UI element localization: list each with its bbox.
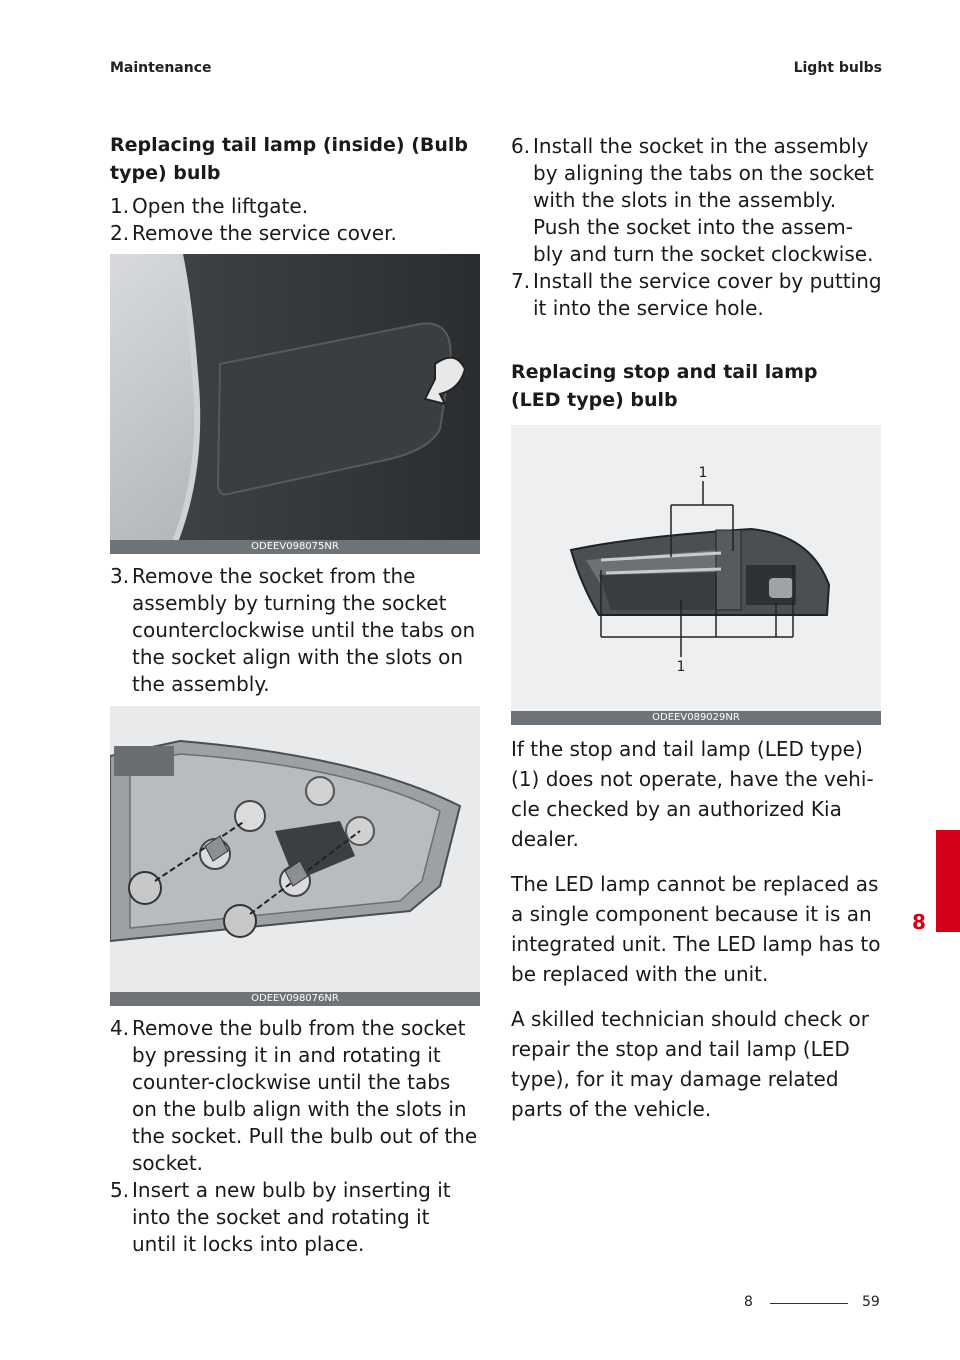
step-number: 3. [110,564,130,588]
step-item [511,268,883,322]
step-number: 4. [110,1016,130,1040]
step-item [511,133,883,268]
step-item [110,193,480,220]
paragraph: The LED lamp cannot be replaced as a single component because it is an integrated unit. The LED lamp has to be replaced with the unit. [511,872,881,986]
figure-led-tail-lamp [511,425,881,725]
section-heading-inside-bulb: Replacing tail lamp (inside) (Bulb type) bulb [110,134,468,184]
footer-page-number: 59 [862,1294,880,1310]
step-text: Remove the socket from the assembly by turning the socket counterclockwise until the tabs on the socket align with the slots on the assembly. [132,564,476,696]
steps-list-b [110,563,480,698]
figure-caption: ODEEV098075NR [110,540,480,554]
running-header-topic: Light bulbs [793,60,882,76]
steps-list-right [511,133,883,322]
service-cover-illustration [110,254,480,554]
step-item [110,220,480,247]
figure-service-cover [110,254,480,554]
step-number: 7. [511,269,531,293]
section-heading-led: Replacing stop and tail lamp (LED type) bulb [511,361,818,411]
step-text: Open the liftgate. [132,194,309,218]
running-header-section: Maintenance [110,60,212,76]
step-item [110,1177,480,1258]
led-tail-lamp-illustration [511,425,881,725]
figure-caption: ODEEV089029NR [511,711,881,725]
steps-list-c [110,1015,480,1258]
step-text: Remove the bulb from the socket by pressing it in and rotating it counter-clockwise until the tabs on the bulb align with the slots in the socket. Pull the bulb out of the socket. [132,1016,478,1175]
figure-lamp-assembly-sockets [110,706,480,1006]
lamp-assembly-illustration [110,706,480,1006]
chapter-tab-number: 8 [912,910,926,934]
steps-list-a [110,193,480,247]
step-text: Insert a new bulb by inserting it into the socket and rotating it until it locks into place. [132,1178,451,1256]
footer-divider [770,1303,848,1304]
figure-caption: ODEEV098076NR [110,992,480,1006]
step-number: 1. [110,194,130,218]
step-text: Install the socket in the assembly by aligning the tabs on the socket with the slots in the assembly. Push the socket into the assem-bly and turn the socket clockwise. [533,134,874,266]
footer-chapter-number: 8 [744,1294,753,1310]
step-number: 2. [110,221,130,245]
step-text: Remove the service cover. [132,221,397,245]
callout-label-top: 1 [698,465,708,481]
step-item [110,1015,480,1177]
chapter-tab [936,830,960,932]
step-text: Install the service cover by putting it into the service hole. [533,269,882,320]
led-notes [511,734,881,1139]
step-item [110,563,480,698]
paragraph: A skilled technician should check or repair the stop and tail lamp (LED type), for it may damage related parts of the vehicle. [511,1007,869,1121]
paragraph: If the stop and tail lamp (LED type) (1) does not operate, have the vehi-cle checked by an authorized Kia dealer. [511,737,874,851]
step-number: 5. [110,1178,130,1202]
callout-label-bottom: 1 [676,659,686,675]
step-number: 6. [511,134,531,158]
